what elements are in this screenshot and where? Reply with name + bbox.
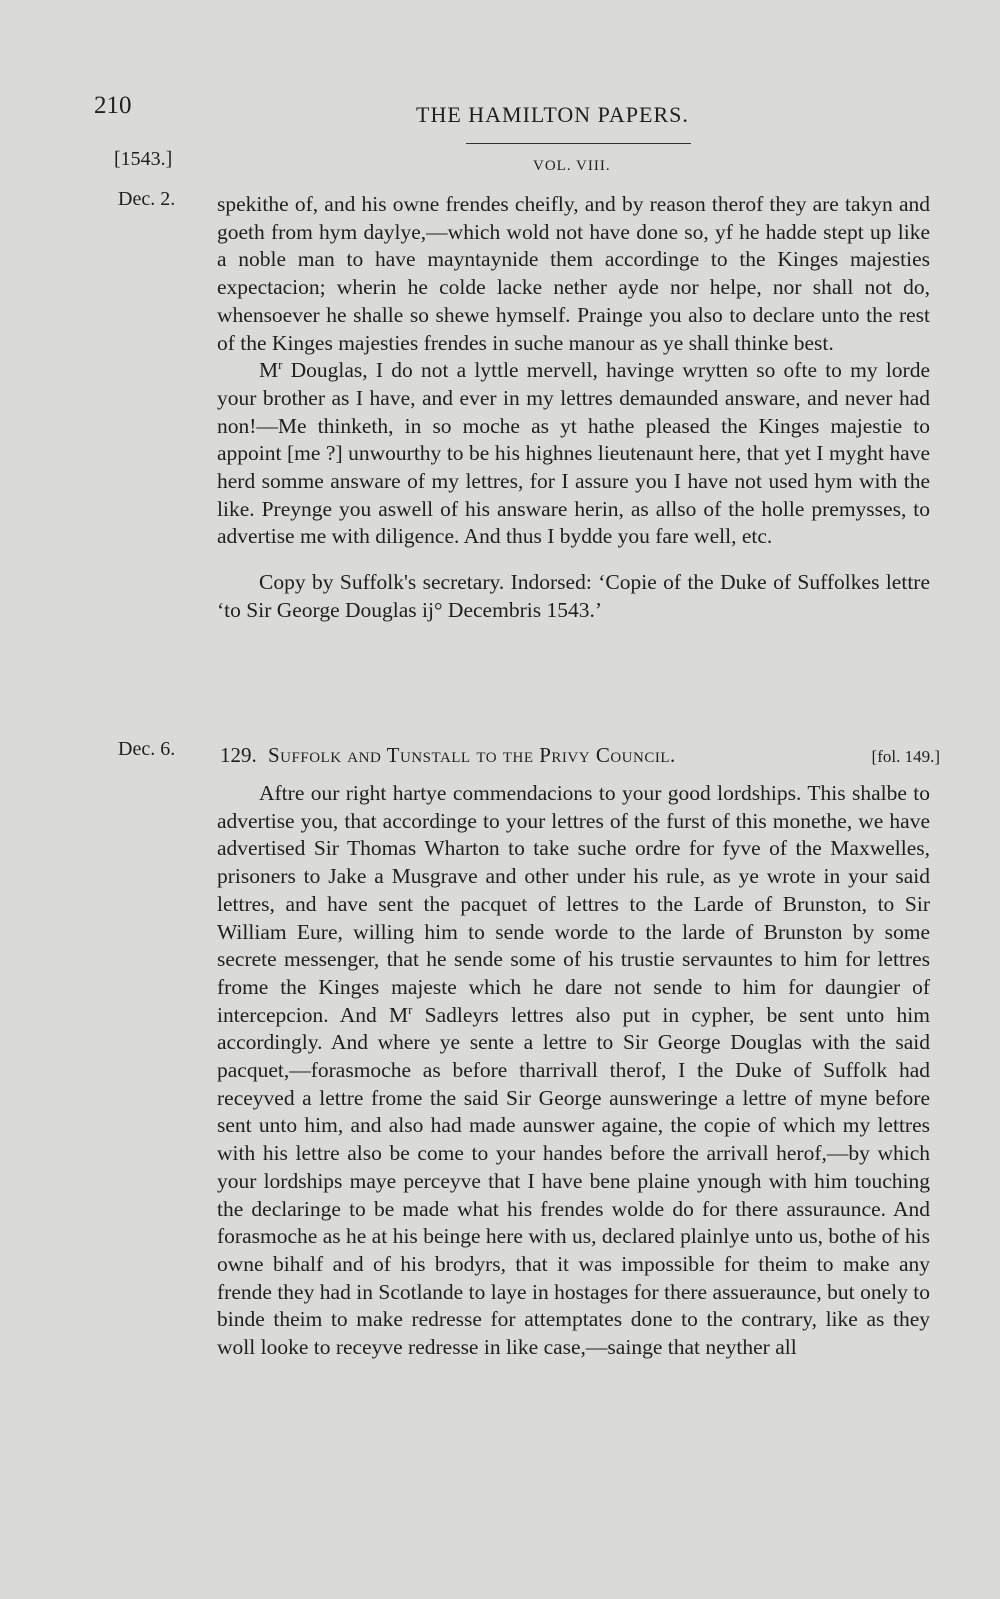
- paragraph: spekithe of, and his owne frendes cheifly, and by reason therof they are takyn and goeth from hym daylye,—which wold not have done so, yf he hadde stept up like a noble man to have mayntaynide them accordinge to the Kinges majesties expectacion; wherin he colde lacke nether ayde nor helpe, nor shall not do, whensoever he shalle so shewe hymself. Prainge you also to declare unto the rest of the Kinges majesties frendes in suche manour as ye shall thinke best.: [217, 192, 930, 355]
- margin-year: [1543.]: [114, 148, 173, 170]
- document-heading: [220, 743, 940, 768]
- page-number: 210: [94, 92, 132, 119]
- superscript: r: [278, 358, 283, 373]
- margin-date-dec-2: Dec. 2.: [118, 188, 176, 210]
- superscript: r: [408, 1002, 413, 1017]
- source-note: Copy by Suffolk's secretary. Indorsed: ‘Copie of the Duke of Suffolkes lettre ‘to Sir George Douglas ij° Decembris 1543.’: [217, 570, 930, 622]
- letter-body-1: [217, 191, 930, 625]
- paragraph-part: Sadleyrs lettres also put in cypher, be sent unto him accordingly. And where ye sente a lettre to Sir George Douglas with the said pacquet,—forasmoche as before tharrivall therof, I the Duke of Suffolk had receyved a lettre frome the said Sir George aunsweringe a lettre of myne before sent unto him, and also had made aunswer againe, the copie of which my lettres with his lettre also be come to your handes before the arrivall herof,—by which your lordships maye perceyve that I have bene plaine ynough with him touching the declaringe to be made what his frendes wolde do for there assuraunce. And forasmoche as he at his beinge here with us, declared plainlye unto us, bothe of his owne bihalf and of his brodyrs, that it was impossible for theim to make any frende they had in Scotlande to laye in hostages for there assueraunce, but onely to binde theim to make redresse for attemptates done to the contrary, like as they woll looke to receyve redresse in like case,—sainge that neyther all: [217, 1002, 930, 1360]
- paragraph-start: M: [259, 358, 279, 383]
- folio-reference: [fol. 149.]: [871, 747, 940, 766]
- paragraph-part: Aftre our right hartye commendacions to your good lordships. This shalbe to advertise you, that accordinge to your lettres of the furst of this monethe, we have advertised Sir Thomas Wharton to take suche ordre for fyve of the Maxwelles, prisoners to Jake a Musgrave and other under his rule, as ye wrote in your said lettres, and have sent the pacquet of lettres to the Larde of Brunston, to Sir William Eure, willing him to sende worde to the larde of Brunston by some secrete messenger, that he sende some of his trustie servauntes to him for lettres frome the Kinges majeste which he dare not sende to him for daungier of intercepcion. And M: [217, 781, 930, 1027]
- paragraph: [217, 780, 930, 1362]
- margin-date-dec-6: Dec. 6.: [118, 738, 176, 760]
- paragraph: [217, 357, 930, 551]
- running-head: THE HAMILTON PAPERS.: [416, 102, 689, 127]
- letter-body-2: [217, 780, 930, 1362]
- header-rule: [466, 143, 691, 144]
- paragraph-rest: Douglas, I do not a lyttle mervell, havinge wrytten so ofte to my lorde your brother as I have, and ever in my lettres demaunded answare, and never had non!—Me thinketh, in so moche as yt hathe pleased the Kinges majestie to appoint [me ?] unwourthy to be his highnes lieutenaunt here, that yet I myght have herd somme answare of my lettres, for I assure you I have not used hym with the like. Preynge you aswell of his answare herin, as allso of the holle premysses, to advertise me with diligence. And thus I bydde you fare well, etc.: [217, 358, 930, 549]
- document-title: Suffolk and Tunstall to the Privy Council.: [268, 743, 676, 767]
- volume-label: VOL. VIII.: [533, 158, 611, 174]
- document-number: 129.: [220, 743, 257, 767]
